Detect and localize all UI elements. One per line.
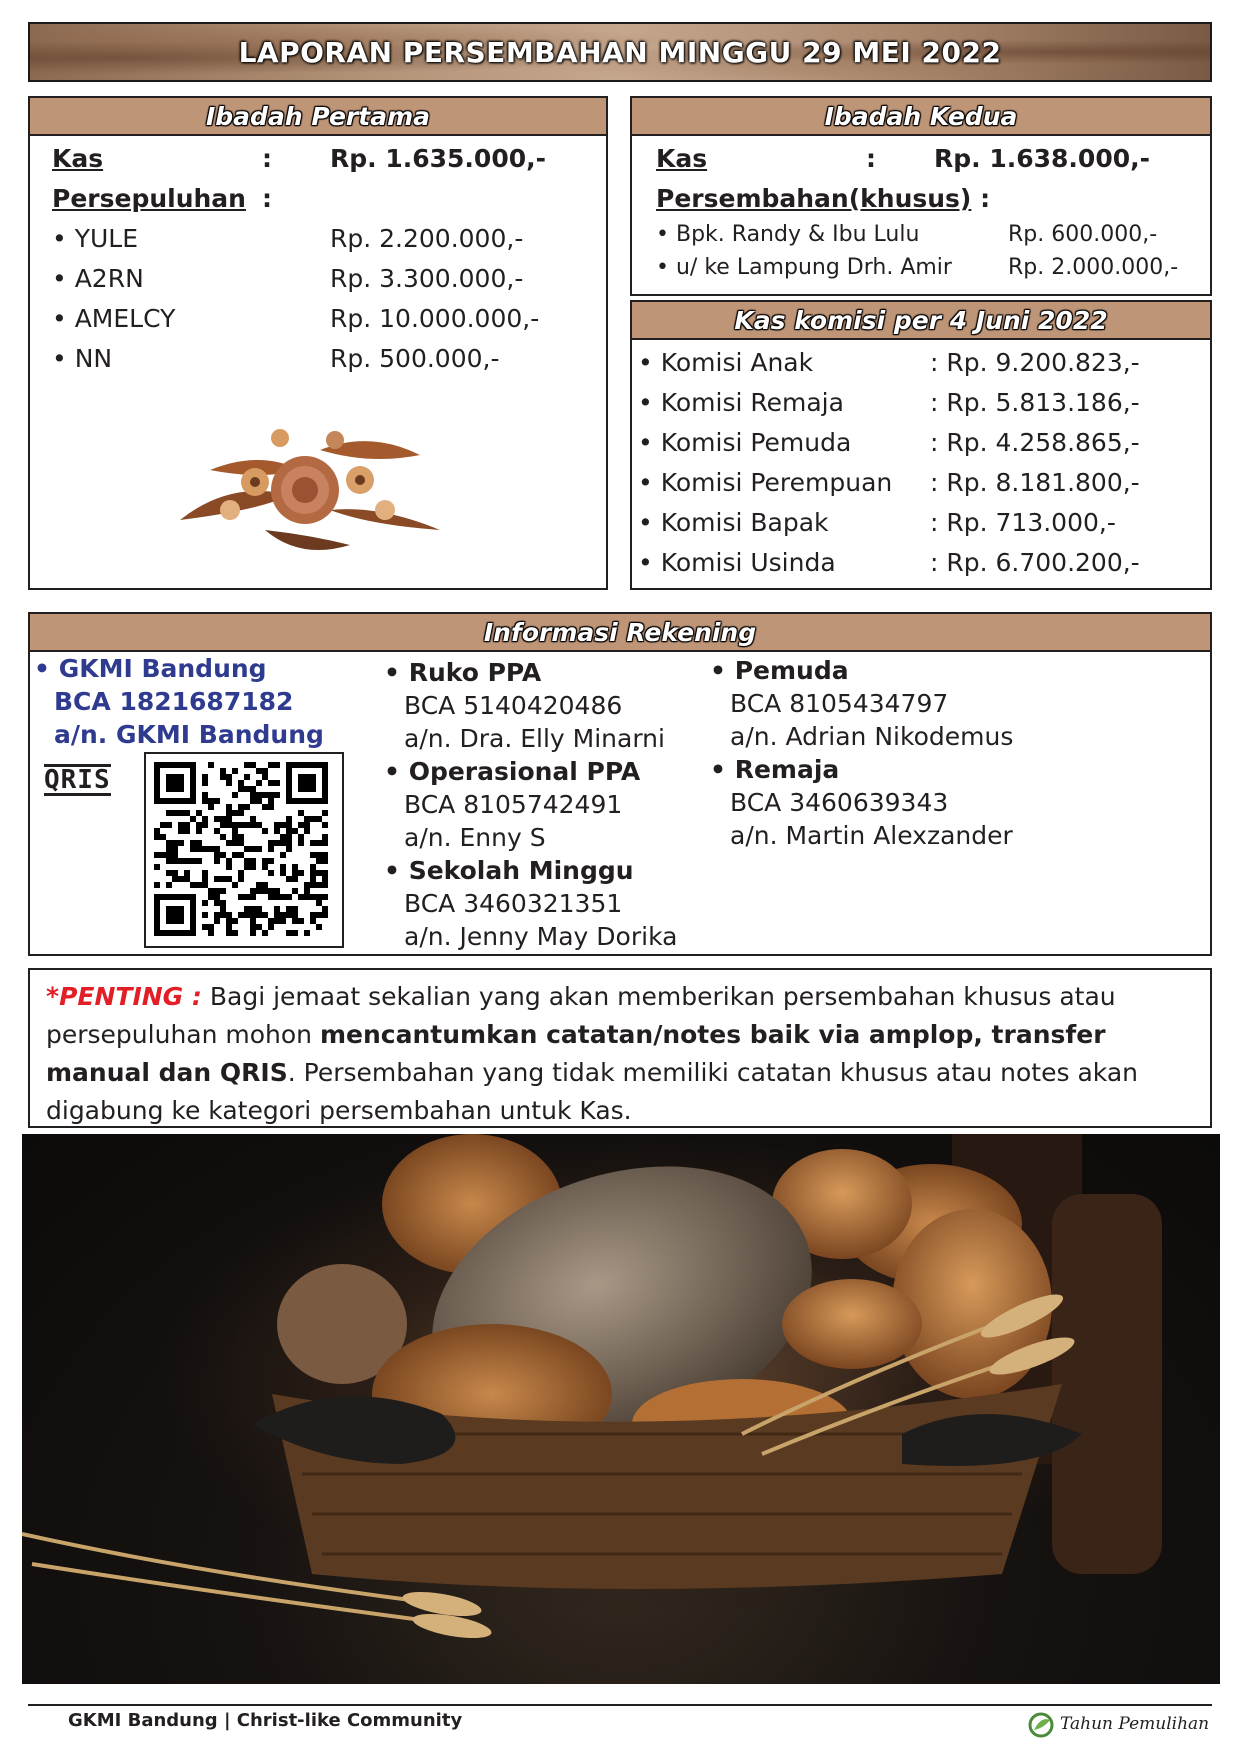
list-item: • YULE (52, 224, 138, 253)
qris-qr-code (144, 752, 344, 948)
kas-colon: : (262, 144, 272, 173)
account-number: BCA 3460321351 (404, 889, 623, 918)
notice-label: *PENTING : (46, 982, 202, 1011)
account-name-text: Operasional PPA (408, 757, 641, 786)
item-name: u/ ke Lampung Drh. Amir (675, 255, 952, 280)
rekening-heading: Informasi Rekening (483, 617, 757, 647)
persembahan-khusus-colon: : (980, 184, 991, 213)
item-name: Bpk. Randy & Ibu Lulu (675, 222, 920, 247)
list-item: • Komisi Usinda (638, 548, 836, 577)
item-value: : Rp. 5.813.186,- (930, 388, 1140, 417)
ibadah-pertama-panel (28, 96, 608, 590)
account-holder: a/n. Martin Alexzander (730, 821, 1013, 850)
notice-text-2: . Persembahan yang tidak memiliki catatan khusus atau notes akan digabung ke kategori persembahan untuk Kas. (46, 1058, 1138, 1125)
item-value: Rp. 2.200.000,- (330, 224, 524, 253)
notice-text-1: Bagi jemaat sekalian yang akan memberikan persembahan khusus atau persepuluhan mohon (46, 982, 1116, 1049)
kas-komisi-heading: Kas komisi per 4 Juni 2022 (734, 305, 1108, 335)
list-item: • Komisi Perempuan (638, 468, 893, 497)
item-value: : Rp. 4.258.865,- (930, 428, 1140, 457)
item-name: Komisi Pemuda (660, 428, 852, 457)
floral-decoration (170, 410, 450, 560)
page-title: LAPORAN PERSEMBAHAN MINGGU 29 MEI 2022 (238, 35, 1002, 69)
persepuluhan-label: Persepuluhan (52, 184, 246, 213)
item-value: Rp. 10.000.000,- (330, 304, 540, 333)
persembahan-khusus-label: Persembahan(khusus) (656, 184, 972, 213)
item-value: : Rp. 6.700.200,- (930, 548, 1140, 577)
account-name-text: Pemuda (734, 656, 849, 685)
account-name-text: Ruko PPA (408, 658, 542, 687)
notice-box (28, 968, 1212, 1128)
list-item: • Komisi Bapak (638, 508, 829, 537)
title-banner (28, 22, 1212, 82)
item-value: Rp. 2.000.000,- (1008, 255, 1179, 280)
footer-left: GKMI Bandung | Christ-like Community (68, 1710, 463, 1731)
account-number: BCA 8105434797 (730, 689, 949, 718)
account-number: BCA 8105742491 (404, 790, 623, 819)
account-name-text: Sekolah Minggu (408, 856, 634, 885)
kas-colon: : (866, 144, 876, 173)
main-account-holder: a/n. GKMI Bandung (54, 720, 324, 749)
account-name: • Remaja (710, 755, 840, 784)
notice-bold: mencantumkan catatan/notes baik via amplop, transfer manual dan QRIS (46, 1020, 1106, 1087)
leaf-logo-icon (1028, 1712, 1054, 1738)
ibadah-pertama-heading: Ibadah Pertama (205, 101, 430, 131)
list-item: • NN (52, 344, 113, 373)
account-name: • Ruko PPA (384, 658, 542, 687)
account-holder: a/n. Dra. Elly Minarni (404, 724, 665, 753)
ibadah-kedua-heading: Ibadah Kedua (824, 101, 1018, 131)
item-name: Komisi Perempuan (660, 468, 893, 497)
item-value: : Rp. 8.181.800,- (930, 468, 1140, 497)
bread-basket-photo (22, 1134, 1220, 1684)
kas-value: Rp. 1.638.000,- (934, 144, 1150, 173)
item-name: Komisi Usinda (660, 548, 836, 577)
main-account-number: BCA 1821687182 (54, 687, 294, 716)
item-name: NN (74, 344, 113, 373)
account-name: • Pemuda (710, 656, 849, 685)
persepuluhan-colon: : (262, 184, 272, 213)
list-item: • Bpk. Randy & Ibu Lulu (656, 222, 920, 247)
qris-logo: QRIS (44, 765, 111, 795)
ibadah-kedua-header (632, 98, 1210, 136)
item-name: AMELCY (74, 304, 176, 333)
item-value: : Rp. 713.000,- (930, 508, 1116, 537)
account-holder: a/n. Jenny May Dorika (404, 922, 678, 951)
main-account-name: • GKMI Bandung (34, 654, 267, 683)
item-value: : Rp. 9.200.823,- (930, 348, 1140, 377)
account-holder: a/n. Enny S (404, 823, 546, 852)
account-number: BCA 3460639343 (730, 788, 949, 817)
account-name-text: Remaja (734, 755, 840, 784)
list-item: • Komisi Anak (638, 348, 814, 377)
kas-value: Rp. 1.635.000,- (330, 144, 546, 173)
list-item: • AMELCY (52, 304, 176, 333)
ibadah-pertama-header (30, 98, 606, 136)
list-item: • Komisi Pemuda (638, 428, 852, 457)
kas-komisi-panel (630, 300, 1212, 590)
item-value: Rp. 600.000,- (1008, 222, 1158, 247)
ibadah-kedua-panel (630, 96, 1212, 296)
qr-code-icon (146, 754, 342, 946)
item-name: A2RN (74, 264, 144, 293)
item-name: YULE (74, 224, 138, 253)
main-account-name-text: GKMI Bandung (58, 654, 267, 683)
kas-label: Kas (52, 144, 104, 173)
item-name: Komisi Anak (660, 348, 814, 377)
account-holder: a/n. Adrian Nikodemus (730, 722, 1014, 751)
account-name: • Operasional PPA (384, 757, 641, 786)
kas-komisi-header (632, 302, 1210, 340)
list-item: • Komisi Remaja (638, 388, 844, 417)
item-value: Rp. 3.300.000,- (330, 264, 524, 293)
list-item: • A2RN (52, 264, 144, 293)
rekening-header (30, 614, 1210, 652)
persembahan-khusus-row (656, 184, 990, 213)
item-name: Komisi Remaja (660, 388, 844, 417)
list-item: • u/ ke Lampung Drh. Amir (656, 255, 952, 280)
account-name: • Sekolah Minggu (384, 856, 634, 885)
item-value: Rp. 500.000,- (330, 344, 500, 373)
kas-label: Kas (656, 144, 708, 173)
item-name: Komisi Bapak (660, 508, 829, 537)
footer-right: Tahun Pemulihan (1060, 1714, 1210, 1734)
footer-divider (28, 1704, 1212, 1706)
notice-text (46, 978, 1194, 1130)
bread-basket-illustration (22, 1134, 1220, 1684)
account-number: BCA 5140420486 (404, 691, 623, 720)
